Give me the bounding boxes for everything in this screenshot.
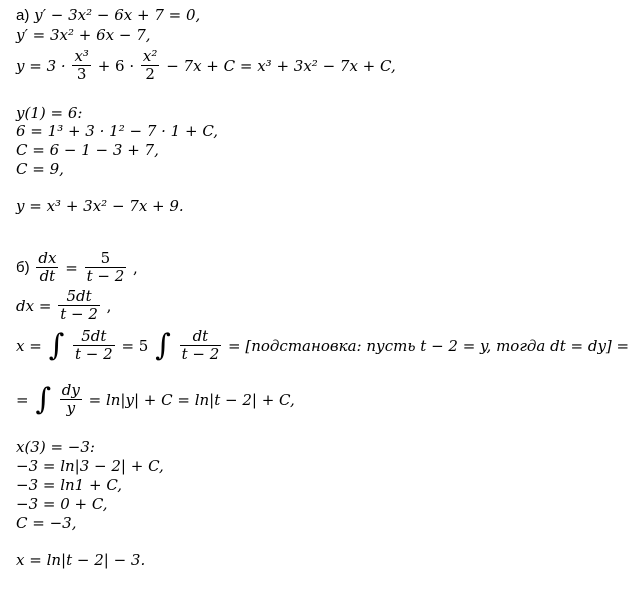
equals-sign: = [65, 258, 78, 277]
part-b-integral-result [16, 382, 295, 417]
integration-mid: + 6 · [97, 56, 135, 75]
part-b-substitution-4: C = −3, [16, 514, 77, 532]
integral-sign-icon: ∫ [155, 327, 171, 363]
part-a-initial-condition: y(1) = 6: [16, 104, 83, 122]
part-a-derivative: y′ = 3x² + 6x − 7, [16, 26, 151, 44]
integral-result: = ln|y| + C = ln|t − 2| + C, [88, 390, 295, 409]
part-a-ode: y′ − 3x² − 6x + 7 = 0, [34, 6, 201, 24]
part-a-substitution-1: 6 = 1³ + 3 · 1² − 7 · 1 + C, [16, 122, 219, 140]
fraction-int-dt: $\frac{dt}{t - 2}$ [181, 327, 220, 363]
part-b-initial-condition: x(3) = −3: [16, 438, 95, 456]
part-b-integral [16, 328, 629, 363]
fraction-dy-over-y: $\frac{dy}{y}$ [61, 381, 80, 417]
part-a-integration [16, 48, 396, 83]
fraction-x3-over-3: $\frac{\text{x³}}{3}$ [74, 47, 89, 83]
fraction-x2-over-2: $\frac{\text{x²}}{2}$ [142, 47, 158, 83]
fraction-dx-dt: $\frac{dx}{dt}$ [38, 249, 57, 285]
part-b-answer: x = ln|t − 2| − 3. [16, 551, 146, 569]
part-b-label: б) [16, 258, 30, 276]
part-a-equation [16, 6, 200, 25]
integration-rhs: − 7x + C = x³ + 3x² − 7x + C, [166, 56, 396, 75]
part-a-substitution-3: C = 9, [16, 160, 64, 178]
part-b-substitution-3: −3 = 0 + C, [16, 495, 108, 513]
substitution-note: = [подстановка: пусть t − 2 = y, тогда dt = dy] = [228, 336, 629, 355]
part-a-substitution-2: C = 6 − 1 − 3 + 7, [16, 141, 159, 159]
part-b-substitution-2: −3 = ln1 + C, [16, 476, 123, 494]
integral-sign-icon: ∫ [35, 381, 51, 417]
fraction-5dt-over-t-2: $\frac{5dt}{t - 2}$ [60, 287, 98, 323]
part-a-answer: y = x³ + 3x² − 7x + 9. [16, 197, 184, 215]
comma: , [106, 296, 112, 315]
integral-eq: = 5 [121, 336, 149, 355]
fraction-5-over-t-2: $\frac{5}{t - 2}$ [86, 249, 125, 285]
part-b-dx [16, 288, 111, 323]
comma: , [133, 258, 138, 277]
equals-sign: = [16, 390, 29, 409]
part-a-label: а) [16, 7, 30, 24]
part-b-equation [16, 250, 138, 285]
integral-sign-icon: ∫ [48, 327, 65, 363]
integration-lhs: y = 3 · [16, 56, 66, 75]
dx-lhs: dx = [16, 296, 52, 315]
part-b-substitution-1: −3 = ln|3 − 2| + C, [16, 457, 164, 475]
integral-lhs: x = [16, 336, 42, 355]
fraction-int-5dt: $\frac{5dt}{t - 2}$ [75, 327, 113, 363]
